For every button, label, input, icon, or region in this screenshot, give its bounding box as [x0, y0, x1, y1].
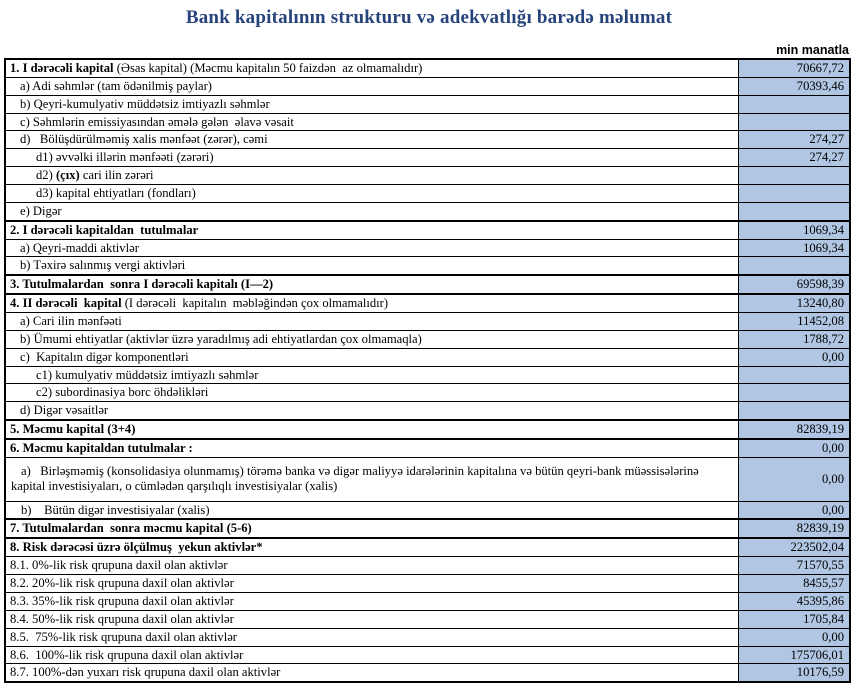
table-row: [5, 59, 850, 77]
row-label: [5, 202, 738, 220]
row-label: [5, 257, 738, 275]
row-value: 0,00: [738, 348, 850, 366]
row-label-part: d3) kapital ehtiyatları (fondları): [36, 186, 196, 201]
table-row: [5, 501, 850, 519]
row-label-part: 8.1. 0%-lik risk qrupuna daxil olan aktivlər: [10, 558, 228, 573]
table-row: [5, 95, 850, 113]
row-value: 71570,55: [738, 557, 850, 575]
row-label: [5, 664, 738, 682]
row-label: [5, 185, 738, 203]
row-value: [738, 384, 850, 402]
row-label-part: a) Qeyri-maddi aktivlər: [20, 240, 139, 255]
table-row: [5, 77, 850, 95]
row-value: 69598,39: [738, 275, 850, 294]
table-row: [5, 519, 850, 538]
row-label: [5, 167, 738, 185]
row-value: 1788,72: [738, 330, 850, 348]
table-row: [5, 239, 850, 257]
table-row: [5, 538, 850, 556]
table-row: [5, 575, 850, 593]
row-label-part: e) Digər: [20, 203, 62, 218]
unit-label: min manatla: [776, 43, 849, 57]
row-label-part: a) Birləşməmiş (konsolidasiya olunmamış) törəmə banka və digər maliyyə idarələrinin kapitalına və bütün qeyri-bank müəssisələrinə kapital investisiyaları, o cümlədən qarşılıqlı investisiyalar (xalis): [11, 463, 702, 493]
row-label: [5, 239, 738, 257]
row-label-part: c) Səhmlərin emissiyasından əmələ gələn əlavə vəsait: [20, 114, 294, 129]
table-row: [5, 646, 850, 664]
capital-table-body: [5, 59, 850, 682]
table-row: [5, 113, 850, 131]
row-label: [5, 77, 738, 95]
row-label-part: d2): [36, 168, 56, 183]
table-row: [5, 592, 850, 610]
row-label-part: 8.5. 75%-lik risk qrupuna daxil olan aktivlər: [10, 629, 237, 644]
row-label: [5, 420, 738, 439]
row-label-part: 8.4. 50%-lik risk qrupuna daxil olan aktivlər: [10, 611, 234, 626]
row-label-part: (I dərəcəli kapitalın məbləğindən çox olmamalıdır): [121, 296, 389, 311]
row-label-bold-part: (çıx): [55, 168, 80, 183]
row-value: [738, 366, 850, 384]
table-row: [5, 167, 850, 185]
row-label: [5, 439, 738, 457]
table-row: [5, 366, 850, 384]
row-label-part: a) Cari ilin mənfəəti: [20, 314, 122, 329]
table-row: [5, 257, 850, 275]
row-label: [5, 646, 738, 664]
row-label: [5, 457, 738, 501]
row-label: [5, 519, 738, 538]
row-label-part: d1) əvvəlki illərin mənfəəti (zərəri): [36, 150, 214, 165]
row-label: [5, 610, 738, 628]
row-label: [5, 348, 738, 366]
table-row: [5, 185, 850, 203]
page-title: Bank kapitalının strukturu və adekvatlığı barədə məlumat: [185, 7, 673, 28]
capital-structure-table: [4, 58, 851, 683]
row-label: [5, 501, 738, 519]
table-row: [5, 628, 850, 646]
row-label-bold-part: 3. Tutulmalardan sonra I dərəcəli kapitalı (I—2): [10, 277, 274, 292]
row-label: [5, 538, 738, 556]
row-value: 70393,46: [738, 77, 850, 95]
row-value: 175706,01: [738, 646, 850, 664]
row-label-bold-part: 5. Məcmu kapital (3+4): [10, 422, 136, 437]
row-label: [5, 149, 738, 167]
row-value: 1069,34: [738, 221, 850, 239]
row-value: 70667,72: [738, 59, 850, 77]
row-label-bold-part: 6. Məcmu kapitaldan tutulmalar :: [10, 441, 193, 456]
table-row: [5, 313, 850, 331]
table-row: [5, 664, 850, 682]
row-value: [738, 185, 850, 203]
row-label: [5, 221, 738, 239]
table-row: [5, 420, 850, 439]
row-label: [5, 575, 738, 593]
row-label-part: (Əsas kapital) (Məcmu kapitalın 50 faizdən az olmamalıdır): [113, 61, 423, 75]
row-label-part: b) Ümumi ehtiyatlar (aktivlər üzrə yaradılmış adi ehtiyatlardan çox olmamaqla): [20, 331, 422, 346]
row-label: [5, 313, 738, 331]
table-row: [5, 202, 850, 220]
row-label-bold-part: 8. Risk dərəcəsi üzrə ölçülmuş yekun aktivlər*: [10, 540, 263, 555]
row-value: 223502,04: [738, 538, 850, 556]
row-value: 1705,84: [738, 610, 850, 628]
row-label: [5, 592, 738, 610]
row-label: [5, 330, 738, 348]
table-row: [5, 439, 850, 457]
row-value: [738, 402, 850, 420]
table-row: [5, 457, 850, 501]
row-value: 8455,57: [738, 575, 850, 593]
row-label-part: b) Təxirə salınmış vergi aktivləri: [20, 258, 186, 273]
row-value: [738, 113, 850, 131]
row-label-part: 8.3. 35%-lik risk qrupuna daxil olan aktivlər: [10, 593, 234, 608]
row-value: [738, 202, 850, 220]
row-label-bold-part: 1. I dərəcəli kapital: [10, 61, 114, 75]
row-value: 10176,59: [738, 664, 850, 682]
row-label: [5, 59, 738, 77]
table-row: [5, 384, 850, 402]
row-value: 11452,08: [738, 313, 850, 331]
row-label-part: a) Adi səhmlər (tam ödənilmiş paylar): [20, 78, 212, 93]
row-label-part: c) Kapitalın digər komponentləri: [20, 349, 189, 364]
row-label: [5, 366, 738, 384]
row-value: 274,27: [738, 149, 850, 167]
row-label-bold-part: 2. I dərəcəli kapitaldan tutulmalar: [10, 222, 199, 237]
row-label-bold-part: 4. II dərəcəli kapital: [10, 296, 122, 311]
row-value: [738, 257, 850, 275]
table-row: [5, 294, 850, 312]
row-value: 45395,86: [738, 592, 850, 610]
table-row: [5, 221, 850, 239]
row-value: 82839,19: [738, 420, 850, 439]
row-label: [5, 402, 738, 420]
row-value: 0,00: [738, 439, 850, 457]
row-label-part: 8.7. 100%-dən yuxarı risk qrupuna daxil olan aktivlər: [10, 665, 281, 680]
row-value: 0,00: [738, 501, 850, 519]
table-row: [5, 402, 850, 420]
row-label: [5, 95, 738, 113]
row-label: [5, 131, 738, 149]
row-label: [5, 113, 738, 131]
row-label-part: d) Digər vəsaitlər: [20, 403, 109, 418]
row-label-part: b) Qeyri-kumulyativ müddətsiz imtiyazlı səhmlər: [20, 96, 270, 111]
row-label-bold-part: 7. Tutulmalardan sonra məcmu kapital (5-6): [10, 521, 252, 536]
row-value: 1069,34: [738, 239, 850, 257]
table-row: [5, 557, 850, 575]
row-value: 0,00: [738, 628, 850, 646]
row-value: 274,27: [738, 131, 850, 149]
row-label-part: c2) subordinasiya borc öhdəlikləri: [36, 385, 209, 400]
table-row: [5, 610, 850, 628]
table-row: [5, 149, 850, 167]
row-label: [5, 628, 738, 646]
row-value: 0,00: [738, 457, 850, 501]
row-label: [5, 275, 738, 294]
row-label: [5, 294, 738, 312]
row-label-part: cari ilin zərəri: [79, 168, 154, 183]
row-label-part: b) Bütün digər investisiyalar (xalis): [21, 502, 210, 517]
row-label-part: 8.2. 20%-lik risk qrupuna daxil olan aktivlər: [10, 576, 234, 591]
row-value: [738, 95, 850, 113]
row-value: 13240,80: [738, 294, 850, 312]
row-label-part: d) Bölüşdürülməmiş xalis mənfəət (zərər), cəmi: [20, 132, 268, 147]
table-row: [5, 330, 850, 348]
table-row: [5, 275, 850, 294]
row-value: [738, 167, 850, 185]
row-label-part: 8.6. 100%-lik risk qrupuna daxil olan aktivlər: [10, 647, 244, 662]
row-label-part: c1) kumulyativ müddətsiz imtiyazlı səhmlər: [36, 367, 259, 382]
table-row: [5, 348, 850, 366]
row-label: [5, 384, 738, 402]
row-label: [5, 557, 738, 575]
row-value: 82839,19: [738, 519, 850, 538]
table-row: [5, 131, 850, 149]
